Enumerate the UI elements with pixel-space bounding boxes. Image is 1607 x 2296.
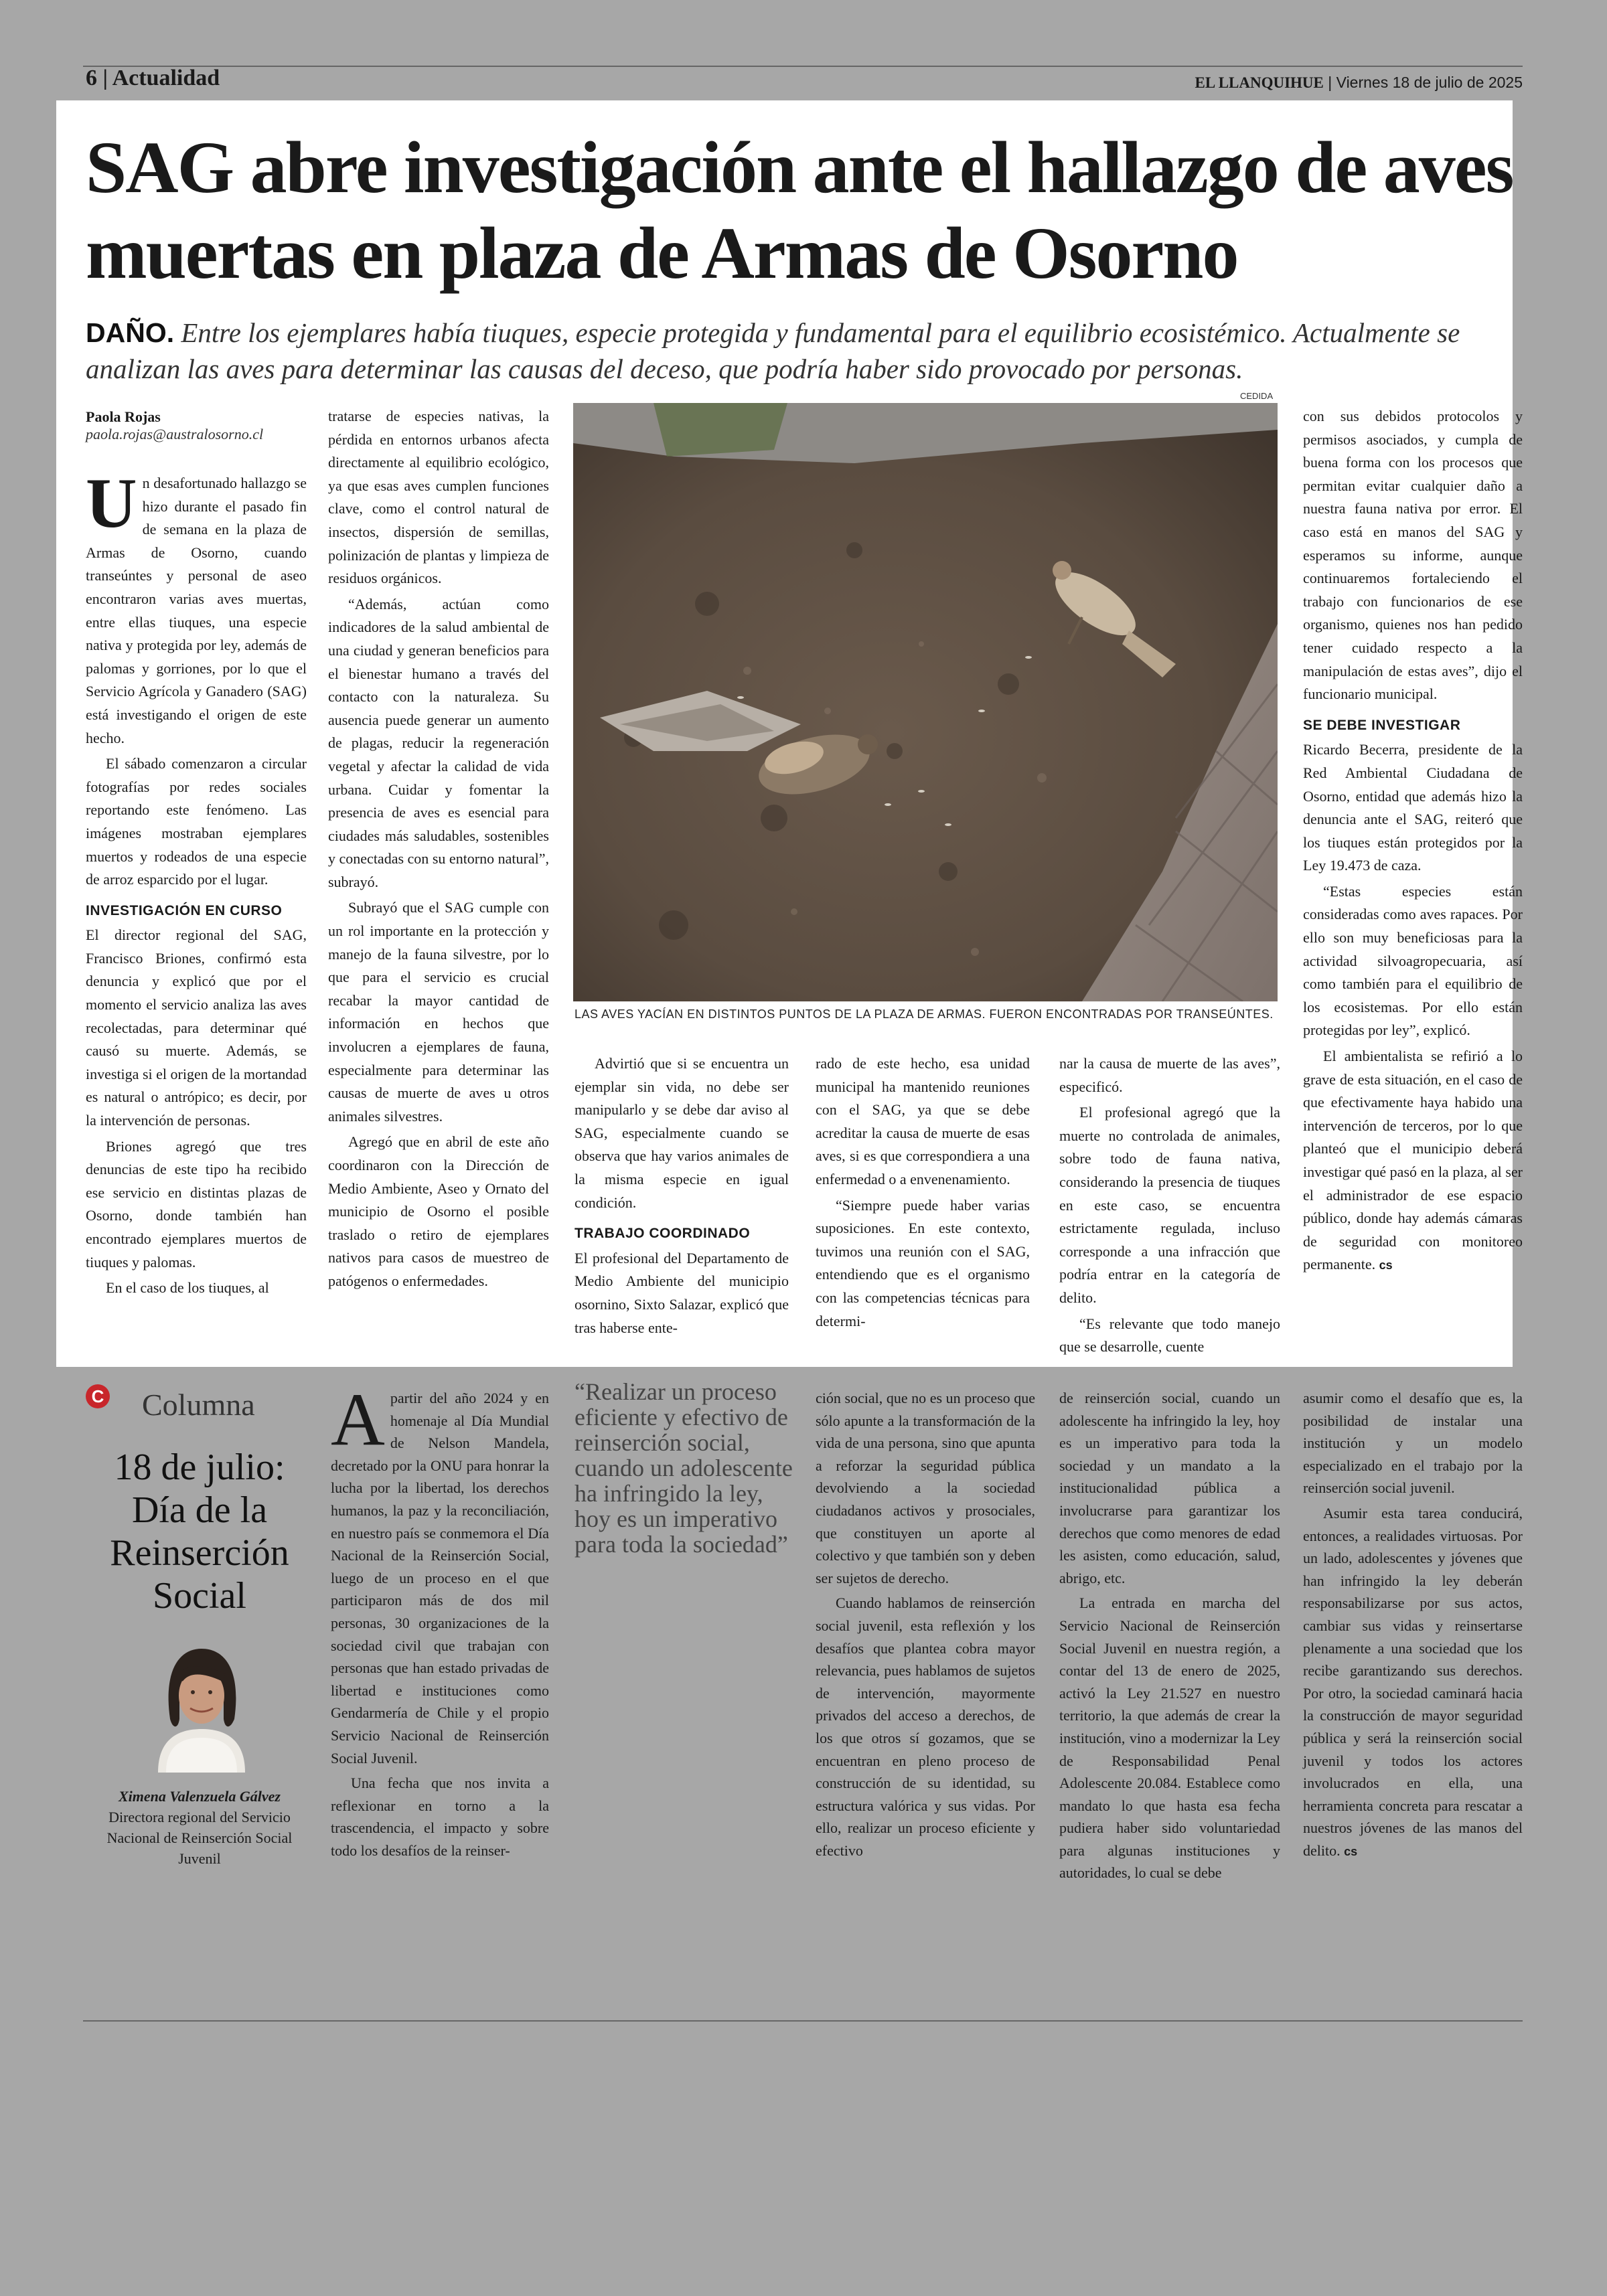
deck: [86, 315, 1519, 387]
headline: SAG abre investigación ante el hallazgo de aves muertas en plaza de Armas de Osorno: [86, 127, 1513, 294]
paragraph-text: Asumir esta tarea conducirá, entonces, a realidades virtuosas. Por un lado, adolescentes y jóvenes que han infringido la ley deberán responsabilizarse por sus actos, cambiar sus vidas y reinsertarse plenamente a una sociedad que los recibe garantizando sus derechos. Por otro, la sociedad caminará hacia la construcción de mayor seguridad pública y será la reinserción social juvenil y todos los actores involucrados en ella, una herramienta concreta para rescatar a nuestros jóvenes de las manos del delito.: [1303, 1504, 1523, 1859]
paragraph: [1303, 1045, 1523, 1277]
paragraph: ción social, que no es un proceso que sólo apunte a la transformación de la vida de una persona, sino que apunta a reforzar la seguridad pública devolviendo a la sociedad ciudadanos activos y prosociales, que constituyen un aporte al colectivo y que también son y deben ser sujetos de derecho.: [816, 1390, 1035, 1586]
author-photo: [151, 1639, 252, 1773]
deck-label: DAÑO.: [86, 317, 175, 348]
column-text-2: [816, 1387, 1035, 1864]
paragraph: tratarse de especies nativas, la pérdida en entornos urbanos afecta directamente al equilibrio ecológico, ya que esas aves cumplen funciones clave, como el control natural de insectos, dispersión de semillas, polinización de plantas y limpieza de residuos orgánicos.: [328, 408, 549, 587]
author-role: Directora regional del Servicio Nacional de Reinserción Social Juvenil: [106, 1809, 293, 1867]
edition-info: [1195, 74, 1523, 92]
dropcap: A: [331, 1378, 385, 1461]
paragraph: “Estas especies están consideradas como aves rapaces. Por ello son muy beneficiosas para la actividad silvoagropecuaria, así como también para el equilibrio de los ecosistemas. Por ello están protegidas por ley”, explicó.: [1303, 882, 1523, 1039]
paragraph: Advirtió que si se encuentra un ejemplar sin vida, no debe ser manipularlo y se debe dar aviso al SAG, especialmente cuando se observa que hay varios animales de la misma especie en igual condición.: [575, 1055, 789, 1211]
paragraph: Briones agregó que tres denuncias de este tipo ha recibido ese servicio en distintas plazas de Osorno, donde también han encontrado ejemplares muertos de tiuques y palomas.: [86, 1137, 307, 1270]
top-rule: [83, 66, 1523, 67]
article-column-5: [1059, 1052, 1280, 1362]
article-column-1: [86, 464, 307, 1303]
paragraph: El director regional del SAG, Francisco Briones, confirmó esta denuncia y explicó que por el momento el servicio analiza las aves recolectadas, para determinar qué causó su muerte. Además, se investiga si el origen de la mortandad es natural o antrópico; es decir, por la intervención de personas.: [86, 926, 307, 1129]
paragraph: “Además, actúan como indicadores de la salud ambiental de una ciudad y generan beneficios para el bienestar humano a través del contacto con la naturaleza. Su ausencia puede generar un aumento de plagas, reducir la regeneración vegetal y afectar la calidad de vida urbana. Cuidar y fomentar la presencia de aves es esencial para ciudades más saludables, sostenibles y conectadas con su entorno natural”, subrayó.: [328, 595, 549, 890]
bottom-rule: [83, 2020, 1523, 2022]
dead-birds-photo: [573, 403, 1278, 1001]
end-mark: cs: [1379, 1258, 1393, 1273]
newspaper-name: EL LLANQUIHUE: [1195, 74, 1324, 91]
byline: [86, 408, 263, 443]
subhead: SE DEBE INVESTIGAR: [1303, 717, 1461, 733]
author-name: Ximena Valenzuela Gálvez: [118, 1788, 281, 1805]
paragraph: Una fecha que nos invita a reflexionar en torno a la trascendencia, el impacto y sobre todo los desafíos de la reinser-: [331, 1775, 549, 1859]
column-badge-icon: C: [86, 1384, 110, 1408]
article-column-4: [816, 1052, 1030, 1335]
paragraph: nar la causa de muerte de las aves”, especificó.: [1059, 1055, 1280, 1095]
paragraph: En el caso de los tiuques, al: [106, 1279, 269, 1297]
column-author: [86, 1786, 313, 1869]
paragraph: “Siempre puede haber varias suposiciones. En este contexto, tuvimos una reunión con el SAG, entendiendo que es el organismo con las competencias técnicas para determi-: [816, 1196, 1030, 1329]
paragraph: “Es relevante que todo manejo que se desarrolle, cuente: [1059, 1315, 1280, 1356]
paragraph: con sus debidos protocolos y permisos asociados, y cumpla de buena forma con los procesos que permitan evitar cualquier daño a nuestra fauna nativa por error. El caso está en manos del SAG y esperamos su informe, aunque continuaremos fortaleciendo el trabajo con funcionarios de ese organismo, quienes nos han pedido tener cuidado respecto a la manipulación de estas aves”, dijo el funcionario municipal.: [1303, 408, 1523, 703]
paragraph: de reinserción social, cuando un adolescente ha infringido la ley, hoy es un imperativo para toda la sociedad y un mandato a la institucionalidad pública a involucrarse para garantizar los derechos que como menores de edad les asisten, como educación, salud, abrigo, etc.: [1059, 1390, 1280, 1586]
paragraph: La entrada en marcha del Servicio Nacional de Reinserción Social Juvenil en nuestra región, a contar del 13 de enero de 2025, activó la Ley 21.527 en nuestro territorio, la que además de crear la institución, vino a modernizar la Ley de Responsabilidad Penal Adolescente 20.084. Establece como mandato lo que hasta esa fecha pudiera haber sido voluntariedad para algunas instituciones y autoridades, lo cual se debe: [1059, 1594, 1280, 1882]
article-column-2: [328, 405, 549, 1296]
paragraph: asumir como el desafío que es, la posibilidad de instalar una institución y un modelo especializado en el trabajo por la reinserción social juvenil.: [1303, 1390, 1523, 1497]
page-section: 6 | Actualidad: [86, 66, 220, 90]
paragraph: rado de este hecho, esa unidad municipal ha mantenido reuniones con el SAG, ya que se debe acreditar la causa de muerte de esas aves, si es que correspondiera a una enfermedad o a envenenamiento.: [816, 1055, 1030, 1187]
edition-date: | Viernes 18 de julio de 2025: [1328, 74, 1523, 91]
column-text-4: [1303, 1387, 1523, 1866]
article-column-3: [575, 1052, 789, 1342]
paragraph-text: El ambientalista se refirió a lo grave de esta situación, en el caso de que efectivamente haya habido una intervención de terceros, por lo que planteó que el municipio deberá investigar qué pasó en la plaza, al ser el administrador de ese espacio público, donde hay además cámaras de seguridad con monitoreo permanente.: [1303, 1048, 1523, 1273]
article-photo: [573, 403, 1278, 1001]
author-name: Paola Rojas: [86, 408, 161, 425]
subhead: INVESTIGACIÓN EN CURSO: [86, 902, 283, 918]
deck-text: Entre los ejemplares había tiuques, especie protegida y fundamental para el equilibrio ecosistémico. Actualmente se analizan las aves para determinar las causas del deceso, que podría haber sido provocado por personas.: [86, 317, 1460, 384]
photo-caption: LAS AVES YACÍAN EN DISTINTOS PUNTOS DE LA PLAZA DE ARMAS. FUERON ENCONTRADAS POR TRANSEÚNTES.: [575, 1007, 1274, 1021]
paragraph: El profesional del Departamento de Medio Ambiente del municipio osornino, Sixto Salazar, explicó que tras haberse ente-: [575, 1249, 789, 1336]
dropcap: U: [86, 464, 137, 542]
paragraph: Agregó que en abril de este año coordinaron con la Dirección de Medio Ambiente, Aseo y Ornato del municipio de Osorno el posible traslado o retiro de ejemplares nativos para casos de muestreo de patógenos o enfermedades.: [328, 1133, 549, 1289]
pull-quote: “Realizar un proceso eficiente y efectivo de reinserción social, cuando un adolescente ha infringido la ley, hoy es un imperativo para toda la sociedad”: [575, 1378, 793, 1558]
paragraph: Subrayó que el SAG cumple con un rol importante en la protección y manejo de la fauna silvestre, por lo que para el servicio es crucial recabar la mayor cantidad de información en hechos que involucren a ejemplares de fauna, especialmente para determinar las causas de muerte de aves u otros animales silvestres.: [328, 899, 549, 1125]
column-text-1: [331, 1378, 549, 1864]
paragraph: Ricardo Becerra, presidente de la Red Ambiental Ciudadana de Osorno, entidad que además hizo la denuncia ante el SAG, reiteró que los tiuques están protegidos por la Ley 19.473 de caza.: [1303, 741, 1523, 874]
article-column-6: [1303, 405, 1523, 1280]
paragraph: partir del año 2024 y en homenaje al Día Mundial de Nelson Mandela, decretado por la ONU para honrar la lucha por la libertad, los derechos humanos, la paz y la reconciliación, en nuestro país se conmemora el Día Nacional de la Reinserción Social, luego de un proceso en el que participaron más de dos mil personas, 30 organizaciones de la sociedad civil que trabajan con personas que han estado privadas de libertad e instituciones como Gendarmería de Chile y el propio Servicio Nacional de Reinserción Social Juvenil.: [331, 1390, 549, 1767]
paragraph: El sábado comenzaron a circular fotografías por redes sociales reportando este fenómeno. Las imágenes mostraban ejemplares muertos y rodeados de una especie de arroz esparcido por el lugar.: [86, 755, 307, 888]
paragraph: Cuando hablamos de reinserción social juvenil, esta reflexión y los desafíos que plantea cobra mayor relevancia, pues hablamos de sujetos de intervención, mayormente privados del acceso a derechos, de los que otros sí gozamos, que se encuentran en pleno proceso de construcción de su identidad, su estructura valórica y sus vidas. Por ello, realizar un proceso eficiente y efectivo: [816, 1594, 1035, 1859]
paragraph: [1303, 1502, 1523, 1864]
subhead: TRABAJO COORDINADO: [575, 1226, 751, 1242]
paragraph: n desafortunado hallazgo se hizo durante el pasado fin de semana en la plaza de Armas de Osorno, cuando transeúntes y personal de aseo encontraron varias aves muertas, entre ellas tiuques, una especie nativa y protegida por ley, además de palomas y gorriones, por lo que el Servicio Agrícola y Ganadero (SAG) está investigando el origen de este hecho.: [86, 475, 307, 746]
end-mark: cs: [1344, 1844, 1358, 1858]
column-text-3: [1059, 1387, 1280, 1887]
paragraph: El profesional agregó que la muerte no controlada de animales, sobre todo de fauna nativa, considerando la presencia de tiuques en este caso, se encuentra estrictamente regulada, incluso corresponde a una infracción que podría entrar en la categoría de delito.: [1059, 1104, 1280, 1306]
author-portrait-icon: [151, 1639, 252, 1773]
column-label: Columna: [142, 1388, 255, 1422]
column-title: 18 de julio: Día de la Reinserción Social: [110, 1447, 289, 1617]
photo-credit: CEDIDA: [1240, 391, 1274, 401]
author-email: paola.rojas@australosorno.cl: [86, 426, 264, 442]
